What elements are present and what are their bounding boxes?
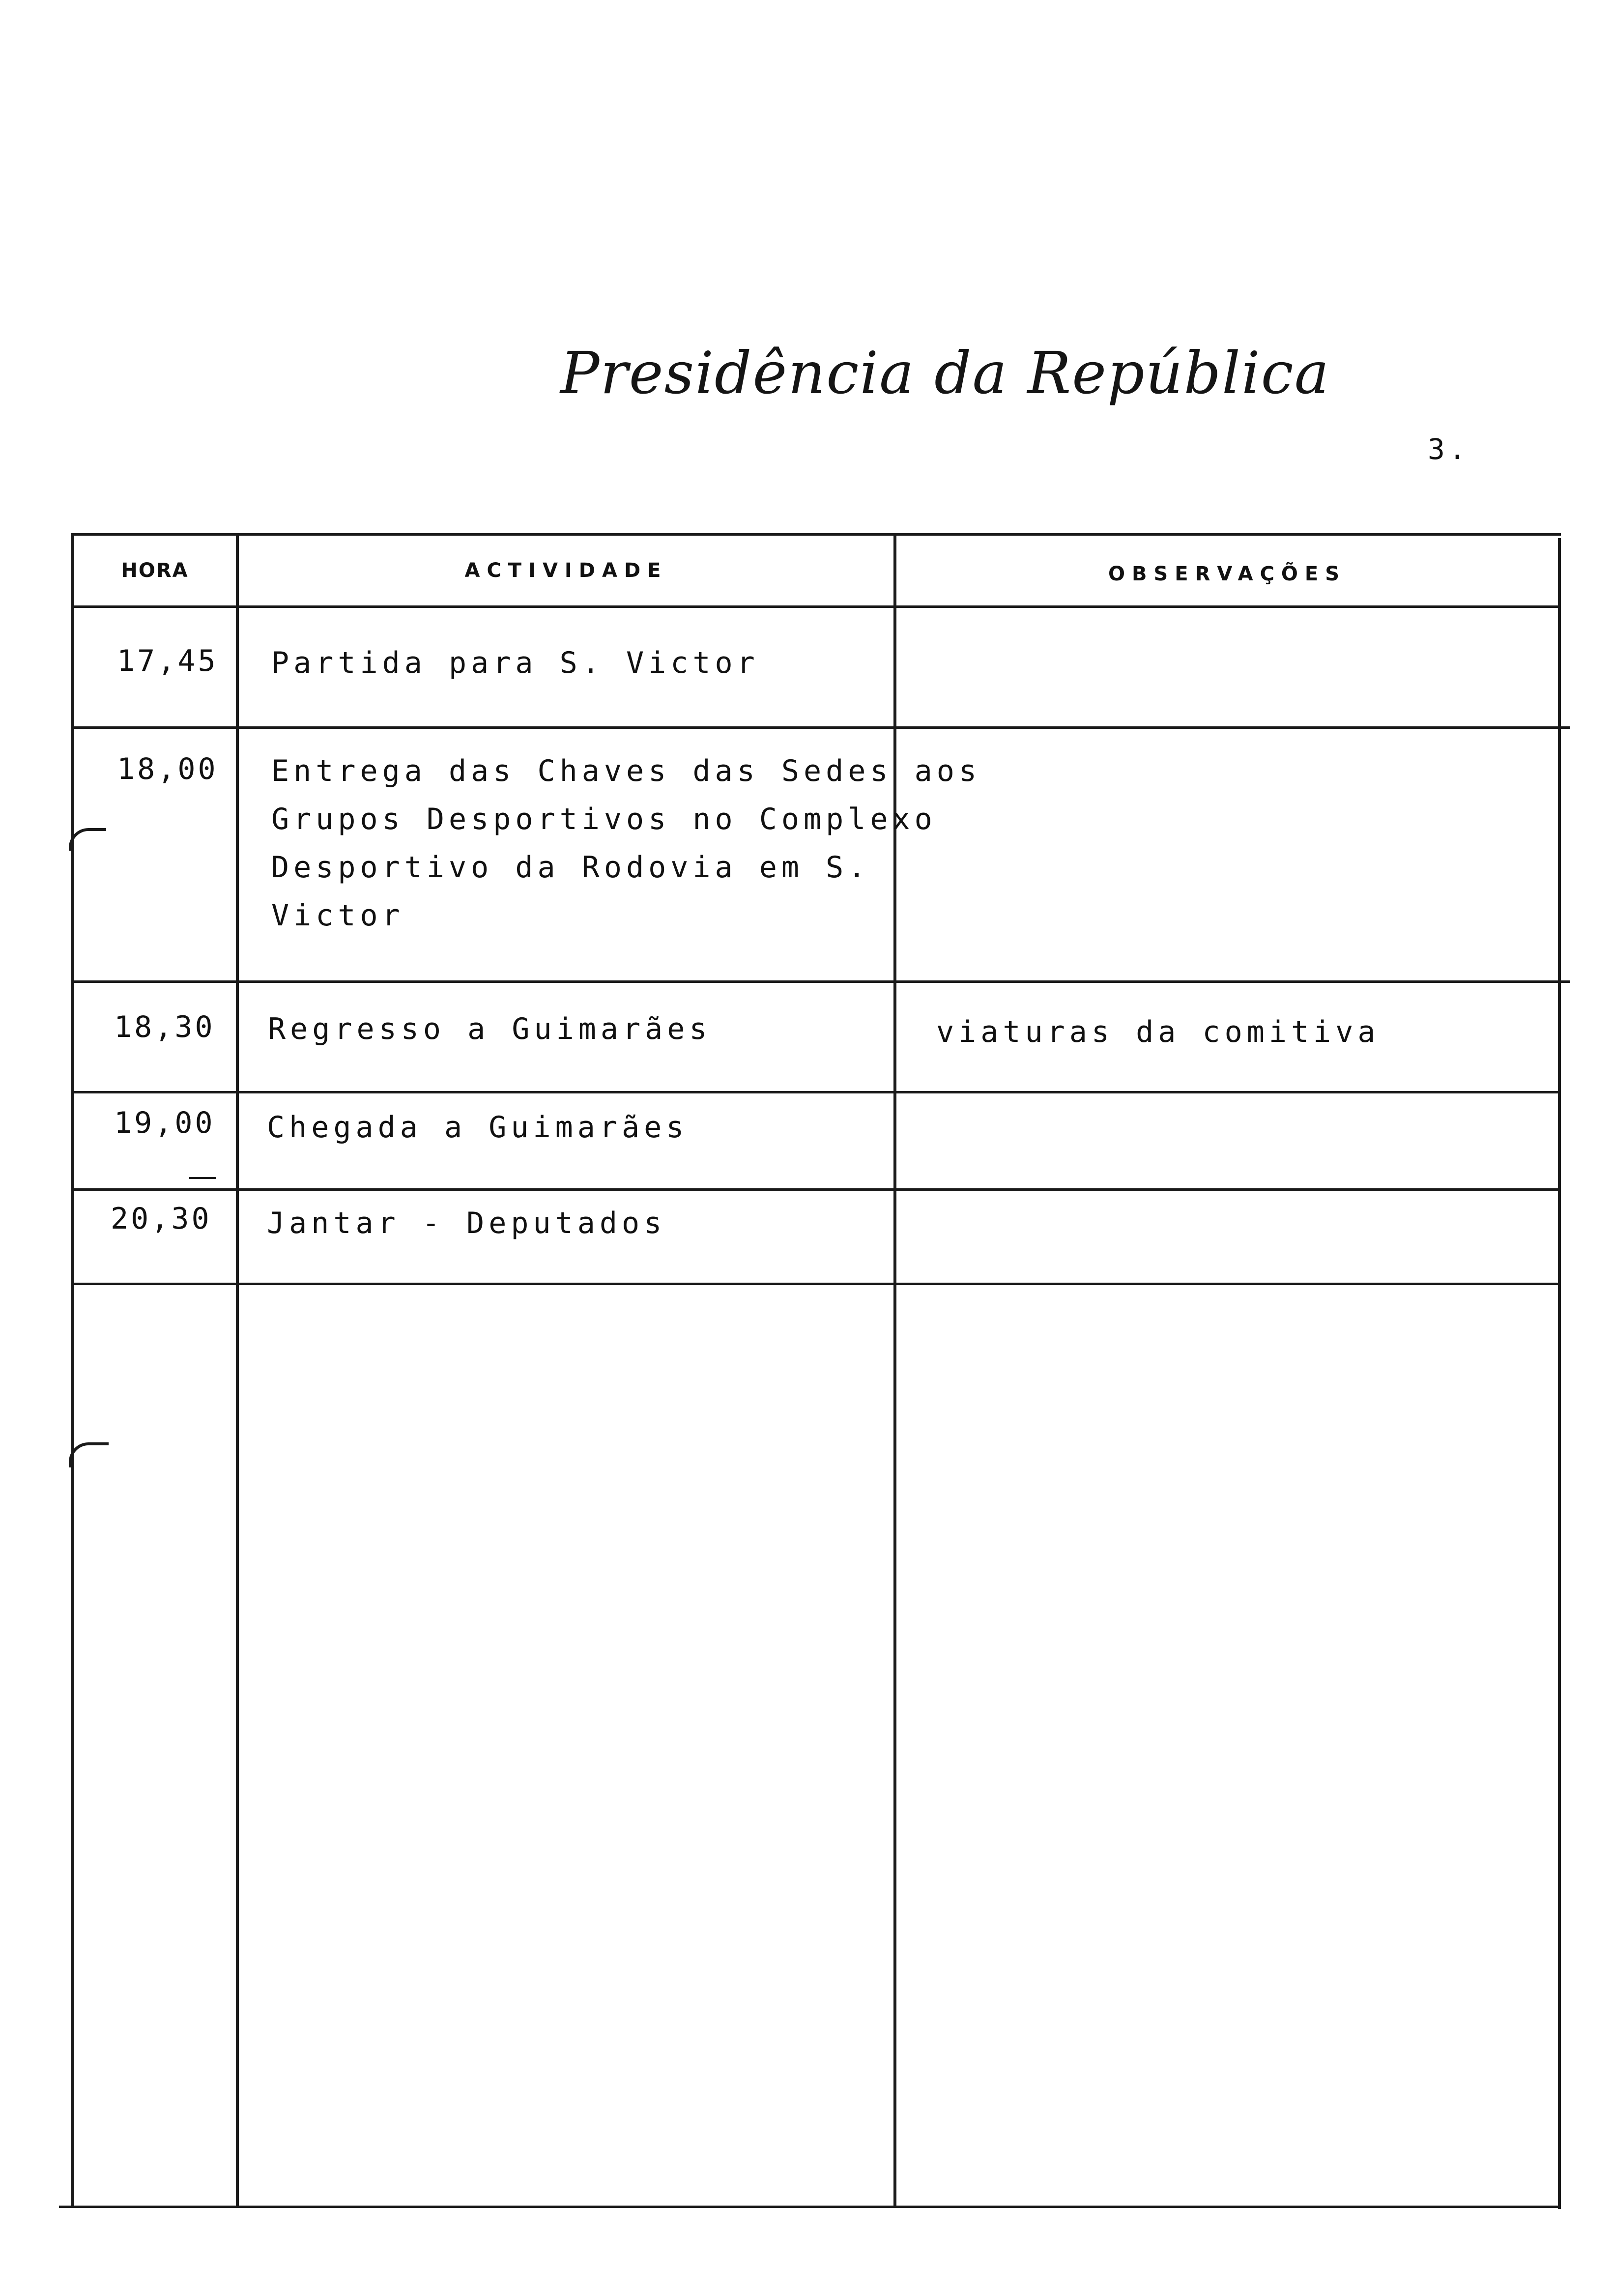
row-line-4 (71, 1188, 1561, 1191)
page-number: 3. (1428, 432, 1470, 466)
row-2-actividade-line-2: Grupos Desportivos no Complexo (271, 802, 937, 836)
binding-mark-lower (69, 1442, 109, 1467)
row-2-actividade-line-1: Entrega das Chaves das Sedes aos (271, 754, 981, 788)
stray-dash (189, 1177, 216, 1179)
table-top-border (71, 533, 1561, 536)
row-4-actividade-line-1: Chegada a Guimarães (267, 1110, 689, 1145)
table-right-border (1558, 538, 1561, 2209)
header-observacoes: OBSERVAÇÕES (1108, 563, 1347, 585)
header-hora: HORA (121, 559, 189, 582)
row-line-3 (71, 1091, 1561, 1093)
row-3-hora: 18,30 (114, 1010, 215, 1044)
row-2-actividade-line-4: Victor (271, 898, 404, 933)
letterhead: Presidência da República (560, 339, 1330, 407)
row-4-hora: 19,00 (114, 1106, 215, 1140)
column-divider-hora (236, 533, 239, 2207)
row-3-actividade-line-1: Regresso a Guimarães (268, 1012, 712, 1046)
header-actividade: ACTIVIDADE (464, 559, 668, 582)
row-5-actividade-line-1: Jantar - Deputados (267, 1206, 666, 1240)
row-2-actividade-line-3: Desportivo da Rodovia em S. (271, 850, 870, 885)
row-3-observacoes: viaturas da comitiva (936, 1015, 1380, 1049)
row-2-hora: 18,00 (117, 752, 218, 786)
row-line-5 (71, 1283, 1561, 1285)
row-line-1 (71, 726, 1570, 729)
header-bottom-line (71, 605, 1561, 608)
table-left-border (71, 533, 74, 2207)
row-line-2 (71, 980, 1570, 983)
table-bottom-border (59, 2206, 1561, 2208)
row-1-actividade-line-1: Partida para S. Victor (271, 646, 759, 680)
binding-mark-upper (69, 828, 106, 851)
row-1-hora: 17,45 (117, 644, 218, 678)
row-5-hora: 20,30 (111, 1202, 212, 1236)
